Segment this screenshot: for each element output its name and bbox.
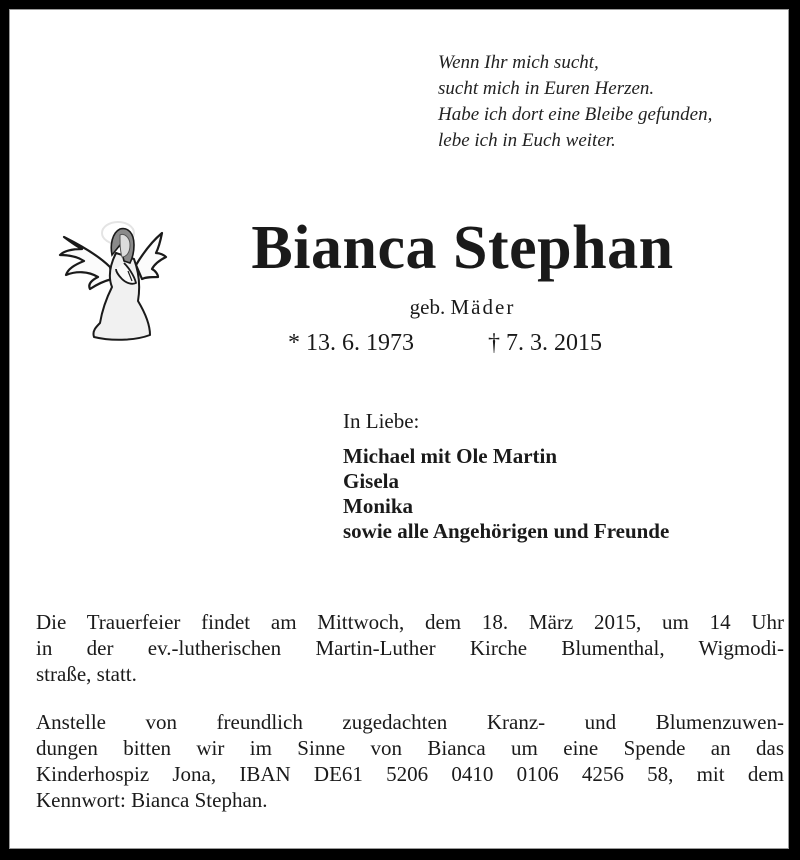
donation-notice-line: dungen bitten wir im Sinne von Bianca um eine Spende an das xyxy=(36,736,784,760)
in-love-label: In Liebe: xyxy=(343,409,420,433)
donation-notice-line: Kennwort: Bianca Stephan. xyxy=(36,788,268,812)
maiden-name: Mäder xyxy=(450,295,516,319)
funeral-notice-line: in der ev.-lutherischen Martin-Luther Kirche Blumenthal, Wigmodi- xyxy=(36,636,784,660)
donation-notice xyxy=(36,709,784,813)
death-date: † 7. 3. 2015 xyxy=(488,330,602,356)
poem-line: sucht mich in Euren Herzen. xyxy=(438,78,655,99)
life-dates xyxy=(288,326,602,360)
obituary-notice xyxy=(9,9,789,849)
funeral-notice xyxy=(36,609,784,687)
donation-notice-line: Kinderhospiz Jona, IBAN DE61 5206 0410 0106 4256 58, mit dem xyxy=(36,762,784,786)
mourner-entry: sowie alle Angehörigen und Freunde xyxy=(343,519,670,543)
mourner-entry: Gisela xyxy=(343,469,399,493)
donation-notice-line: Anstelle von freundlich zugedachten Kranz- und Blumenzuwen- xyxy=(36,710,784,734)
maiden-name-line xyxy=(10,293,800,321)
deceased-name: Bianca Stephan xyxy=(251,214,674,282)
memorial-poem xyxy=(438,50,712,154)
mourners-list xyxy=(343,444,669,544)
mourner-entry: Monika xyxy=(343,494,414,518)
funeral-notice-line: straße, statt. xyxy=(36,662,137,686)
mourner-entry: Michael mit Ole Martin xyxy=(343,444,558,468)
poem-line: Habe ich dort eine Bleibe gefunden, xyxy=(438,104,713,125)
maiden-prefix: geb. xyxy=(409,295,446,319)
poem-line: lebe ich in Euch weiter. xyxy=(438,130,616,151)
poem-line: Wenn Ihr mich sucht, xyxy=(438,52,599,73)
birth-date: * 13. 6. 1973 xyxy=(288,330,414,356)
funeral-notice-line: Die Trauerfeier findet am Mittwoch, dem 18. März 2015, um 14 Uhr xyxy=(36,610,784,634)
